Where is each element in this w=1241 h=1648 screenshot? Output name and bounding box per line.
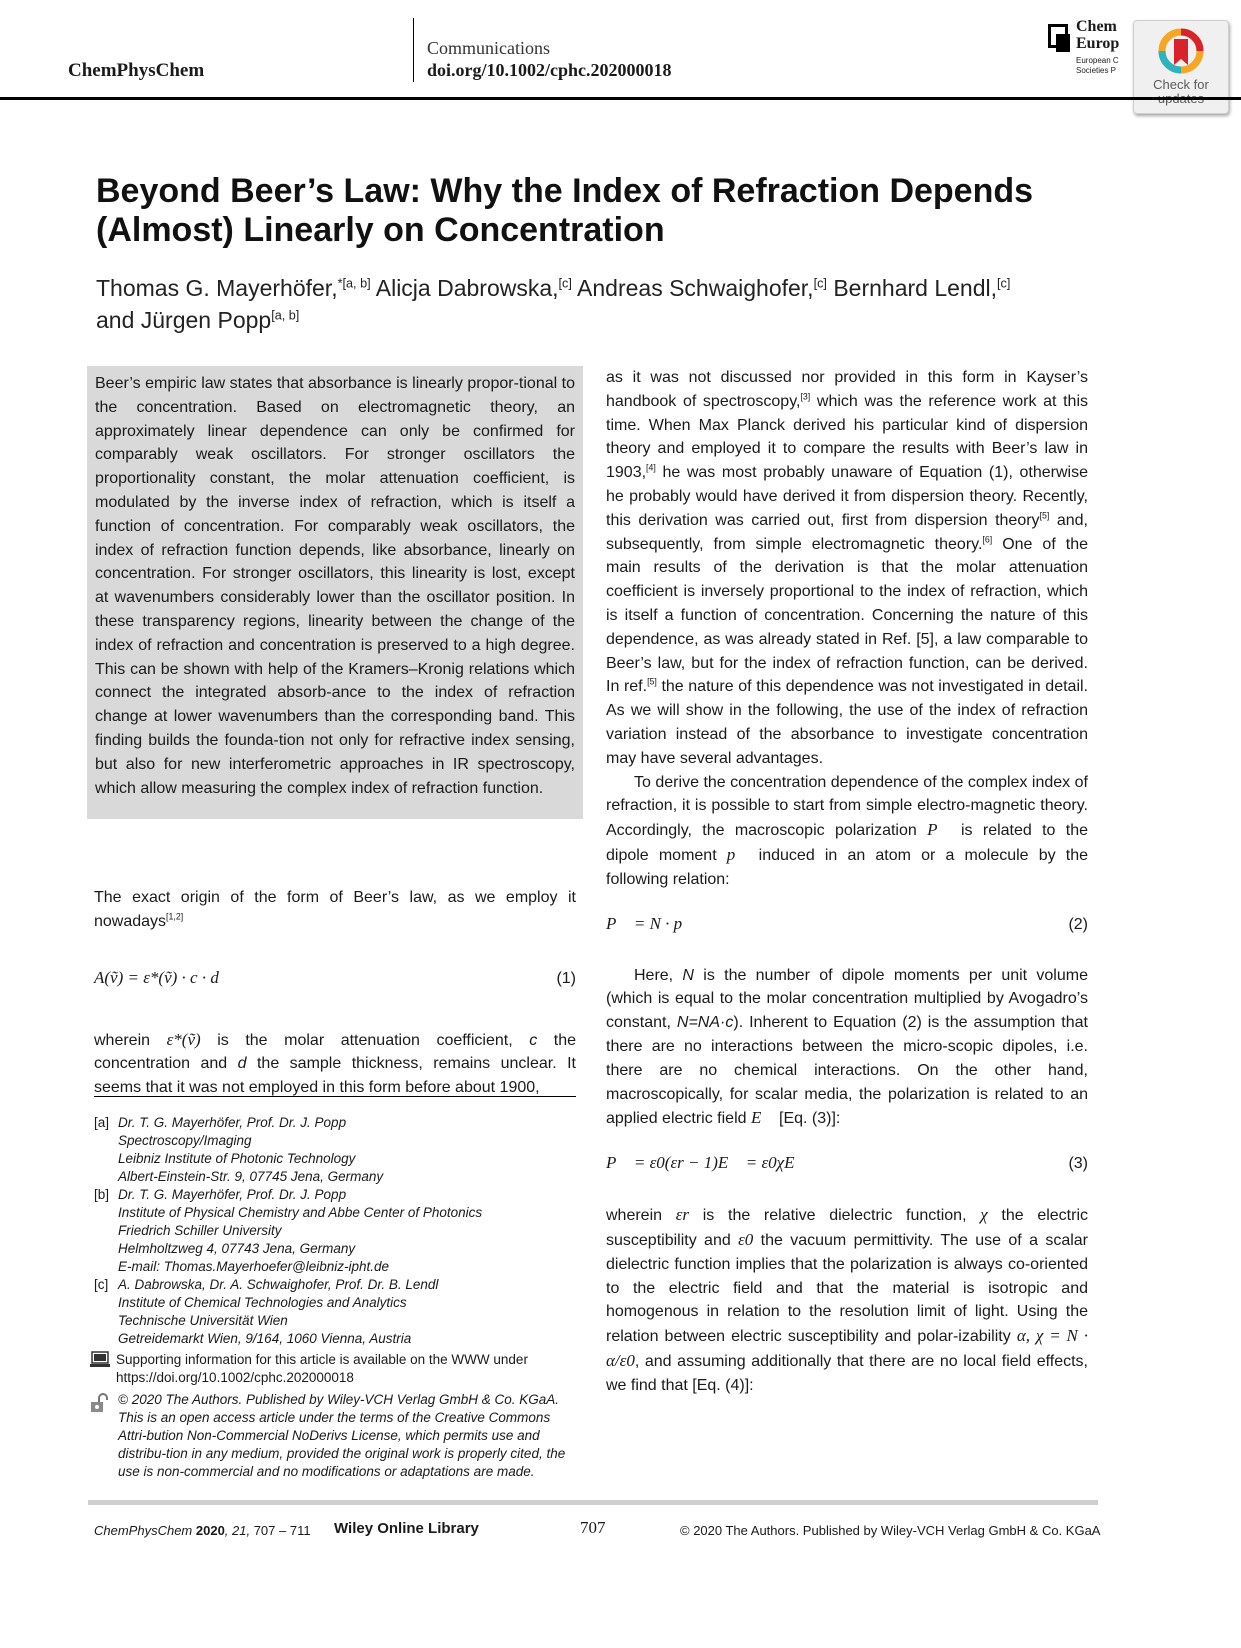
citation[interactable]: [6] — [982, 534, 993, 545]
equation-number: (1) — [556, 969, 576, 987]
author: Alicja Dabrowska, — [375, 275, 559, 301]
email-link[interactable]: E-mail: Thomas.Mayerhoefer@leibniz-ipht.de — [118, 1259, 390, 1274]
journal-name: ChemPhysChem — [68, 60, 205, 81]
author-affiliation: [c] — [997, 276, 1011, 291]
body-paragraph: as it was not discussed nor provided in this form in Kayser’s handbook of spectroscopy,[3] which was the reference work at this time. When Max Planck derived his particular kind of dispersion theory and employed it to compare the results with Beer’s law in 1903,[4] he was most probably unaware of Equation (1), otherwise he probably would have derived it from dispersion theory. Recently, this derivation was carried out, first from dispersion theory[5] and, subsequently, from simple electromagnetic theory.[6] One of the main results of the derivation is that the molar attenuation coefficient is inversely proportional to the index of refraction, which is itself a function of concentration. Concerning the nature of this dependence, as was already stated in Ref. [5], a law comparable to Beer’s law, but for the index of refraction function, can be derived. In ref.[5] the nature of this dependence was not investigated in detail. As we will show in the following, the use of the index of refraction variation instead of the absorbance to investigate concentration may have several advantages. — [606, 369, 1089, 767]
body-paragraph: wherein εr is the relative dielectric function, χ the electric susceptibility and ε0 the vacuum permittivity. The use of a scalar dielectric function implies that the polarization is always co-oriented to the electric field and that the material is isotropic and homogenous in relation to the resolution limit of light. Using the relation between electric susceptibility and polar-izability α, χ = N · α/ε0, and assuming additionally that there are no local field effects, we find that [Eq. (4)]: — [606, 1205, 1089, 1394]
chem-logo-subtext: European C Societies P — [1076, 56, 1119, 75]
author-affiliation: [c] — [813, 276, 827, 291]
affiliation-a: [a] Dr. T. G. Mayerhöfer, Prof. Dr. J. Popp Spectroscopy/Imaging Leibniz Institute of Photonic Technology Albert-Einstein-Str. 9, 07745 Jena, Germany — [94, 1115, 384, 1184]
left-column — [94, 886, 576, 1100]
abstract-text: Beer’s empiric law states that absorbance is linearly propor-tional to the concentration. Based on electromagnetic theory, an approximately linear dependence can only be confirmed for comparably weak oscillators. For stronger oscillators the proportionality constant, the molar attenuation coefficient, is modulated by the inverse index of refraction, which is itself a function of concentration. For comparably weak oscillators, the index of refraction function depends, like absorbance, linearly on concentration. For stronger oscillators, this linearity is lost, except at wavenumbers considerably lower than the oscillator position. In these transparency regions, linearity between the change of the index of refraction and concentration is preserved to a high degree. This can be shown with help of the Kramers–Kronig relations which connect the integrated absorb-ance to the index of refraction change at lower wavenumbers than the corresponding band. This finding builds the founda-tion not only for refractive index sensing, but also for new interferometric approaches in IR spectroscopy, which allow measuring the complex index of refraction function. — [95, 375, 575, 797]
footer-copyright: © 2020 The Authors. Published by Wiley-VCH Verlag GmbH & Co. KGaA — [680, 1523, 1101, 1538]
affiliation-b: [b] Dr. T. G. Mayerhöfer, Prof. Dr. J. Popp Institute of Physical Chemistry and Abbe Center of Photonics Friedrich Schiller University Helmholtzweg 4, 07743 Jena, Germany E-mail: Thomas.Mayerhoefer@leibniz-ipht.de — [94, 1186, 579, 1276]
chem-logo-text: Chem Europ — [1076, 18, 1120, 52]
author-affiliation: [a, b] — [271, 308, 300, 323]
affiliations — [94, 1114, 579, 1348]
author: Thomas G. Mayerhöfer, — [96, 275, 338, 301]
body-paragraph: To derive the concentration dependence of the complex index of refraction, it is possible to start from simple electro-magnetic theory. Accordingly, the macroscopic polarization P⃗ is related to the dipole moment p⃗ induced in an atom or a molecule by the following relation: — [606, 773, 1089, 888]
equation-text: P⃗ = ε0(εr − 1)E⃗ = ε0χE⃗ — [606, 1153, 808, 1173]
citation[interactable]: [5] — [647, 677, 657, 688]
header-divider — [413, 18, 414, 82]
article-title: Beyond Beer’s Law: Why the Index of Refraction Depends (Almost) Linearly on Concentration — [96, 172, 1034, 249]
citation[interactable]: [5] — [1039, 510, 1050, 521]
section-label: Communications — [427, 38, 550, 58]
affiliation-c: [c] A. Dabrowska, Dr. A. Schwaighofer, Prof. Dr. B. Lendl Institute of Chemical Technologies and Analytics Technische Universität Wien Getreidemarkt Wien, 9/164, 1060 Vienna, Austria — [94, 1277, 439, 1346]
author: Andreas Schwaighofer, — [577, 275, 814, 301]
author-list — [96, 272, 1156, 336]
header-rule — [0, 97, 1241, 100]
equation-text: P⃗ = N · p⃗ — [606, 913, 696, 933]
author-affiliation: *[a, b] — [337, 276, 371, 291]
citation[interactable]: [4] — [646, 462, 656, 473]
author-affiliation: [c] — [558, 276, 572, 291]
update-ring-icon — [1157, 27, 1205, 77]
abstract-box — [87, 366, 583, 819]
supporting-info[interactable]: Supporting information for this article is available on the WWW under https://doi.org/10.1002/cphc.202000018 — [90, 1351, 580, 1387]
body-paragraph: wherein ε*(ṽ) is the molar attenuation coefficient, c the concentration and d the sample thickness, remains unclear. It seems that it was not employed in this form before about 1900, — [94, 1029, 577, 1097]
equation-2 — [606, 914, 1088, 944]
equation-number: (2) — [1068, 915, 1088, 933]
equation-3 — [606, 1153, 1088, 1183]
author: Bernhard Lendl, — [833, 275, 998, 301]
citation[interactable]: [3] — [800, 391, 811, 402]
chemistry-europe-logo[interactable] — [1048, 18, 1138, 80]
citation[interactable]: [1,2] — [166, 911, 184, 922]
author: and Jürgen Popp — [96, 307, 272, 333]
right-column — [606, 366, 1088, 1397]
badge-label: Check for — [1153, 77, 1209, 92]
page-number: 707 — [580, 1518, 606, 1537]
equation-1 — [94, 968, 576, 1000]
footer-citation: ChemPhysChem 2020, 21, 707 – 711 — [94, 1523, 311, 1538]
doi-link[interactable]: doi.org/10.1002/cphc.202000018 — [427, 60, 672, 80]
computer-icon — [90, 1351, 110, 1369]
body-paragraph: Here, N is the number of dipole moments per unit volume (which is equal to the molar concentration multiplied by Avogadro’s constant, N=NA·c). Inherent to Equation (2) is the assumption that there are no interactions between the micro-scopic dipoles, i.e. there are no chemical interactions. On the other hand, macroscopically, for scalar media, the polarization is related to an applied electric field E⃗ [Eq. (3)]: — [606, 966, 1088, 1128]
equation-text: A(ṽ) = ε*(ṽ) · c · d — [94, 967, 219, 987]
equation-number: (3) — [1068, 1155, 1088, 1173]
open-lock-icon — [90, 1393, 108, 1413]
wiley-online-library-link[interactable]: Wiley Online Library — [334, 1520, 479, 1537]
chem-logo-icon — [1048, 24, 1070, 50]
open-access-notice: © 2020 The Authors. Published by Wiley-VCH Verlag GmbH & Co. KGaA. This is an open access article under the terms of the Creative Commons Attri-bution Non-Commercial NoDerivs License, which permits use and distribu-tion in any medium, provided the original work is properly cited, the use is non-commercial and no modifications or adaptations are made. — [90, 1391, 580, 1481]
footer-rule — [88, 1500, 1098, 1505]
body-paragraph: The exact origin of the form of Beer’s law, as we employ it nowadays[1,2] — [94, 889, 576, 930]
footnote-rule — [94, 1096, 576, 1097]
